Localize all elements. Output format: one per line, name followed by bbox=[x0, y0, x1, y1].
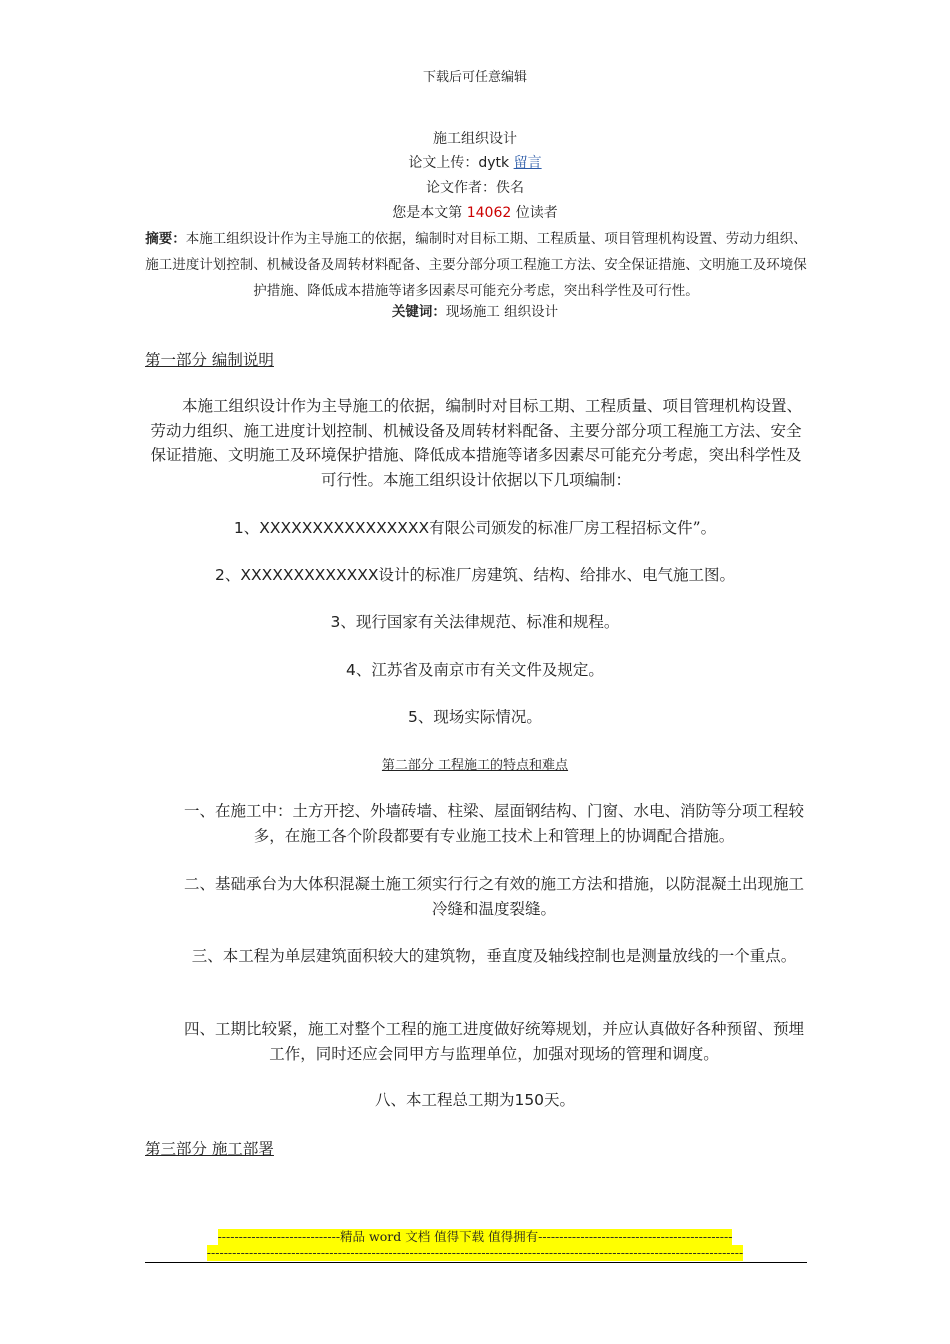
reader-count-line bbox=[0, 202, 950, 222]
basis-item-text: 江苏省及南京市有关文件及规定。 bbox=[371, 661, 604, 679]
basis-item-num: 4、 bbox=[346, 661, 372, 679]
footer-line-2: ------------------------------------------------------------------------------------------------------------------------------- bbox=[206, 1245, 744, 1260]
footer-divider bbox=[145, 1262, 807, 1263]
basis-item-num: 1、 bbox=[233, 519, 260, 537]
part2-title: 第二部分 工程施工的特点和难点 bbox=[381, 758, 569, 773]
basis-item-num: 5、 bbox=[408, 708, 434, 726]
uploader-prefix: 论文上传： bbox=[408, 155, 479, 171]
basis-item-1 bbox=[0, 516, 950, 538]
keywords-label: 关键词： bbox=[391, 304, 446, 320]
part1-title: 第一部分 编制说明 bbox=[145, 351, 274, 369]
difficulty-point-2: 二、基础承台为大体积混凝土施工须实行行之有效的施工方法和措施，以防混凝土出现施工冷缝和温度裂缝。 bbox=[183, 875, 804, 918]
total-duration-days: 150 bbox=[514, 1091, 545, 1109]
basis-item-4 bbox=[0, 658, 950, 680]
basis-item-text: 设计的标准厂房建筑、结构、给排水、电气施工图。 bbox=[378, 566, 735, 584]
uploader-line bbox=[0, 152, 950, 172]
basis-item-num: 3、 bbox=[330, 613, 356, 631]
total-duration-prefix: 八、本工程总工期为 bbox=[374, 1091, 515, 1109]
abstract bbox=[145, 226, 807, 304]
leave-message-link[interactable]: 留言 bbox=[513, 155, 542, 171]
basis-item-text: 有限公司颁发的标准厂房工程招标文件”。 bbox=[429, 519, 717, 537]
reader-suffix: 位读者 bbox=[515, 205, 558, 221]
basis-item-3 bbox=[0, 610, 950, 632]
reader-count: 14062 bbox=[466, 205, 512, 221]
basis-item-text: 现行国家有关法律规范、标准和规程。 bbox=[355, 613, 620, 631]
footer-banner bbox=[0, 1229, 950, 1261]
part3-title: 第三部分 施工部署 bbox=[145, 1140, 274, 1158]
header-note: 下载后可任意编辑 bbox=[422, 70, 527, 85]
basis-item-2 bbox=[0, 563, 950, 585]
part1-intro-text: 本施工组织设计作为主导施工的依据，编制时对目标工期、工程质量、项目管理机构设置、劳动力组织、施工进度计划控制、机械设备及周转材料配备、主要分部分项工程施工方法、安全保证措施、文明施工及环境保护措施、降低成本措施等诸多因素尽可能充分考虑，突出科学性及可行性。本施工组织设计依据以下几项编制： bbox=[150, 397, 802, 489]
author-line: 论文作者：佚名 bbox=[426, 180, 524, 196]
difficulty-point-1: 一、在施工中：土方开挖、外墙砖墙、柱梁、屋面钢结构、门窗、水电、消防等分项工程较多，在施工各个阶段都要有专业施工技术上和管理上的协调配合措施。 bbox=[183, 802, 804, 845]
keywords-text: 现场施工 组织设计 bbox=[445, 304, 559, 320]
abstract-text: 本施工组织设计作为主导施工的依据，编制时对目标工期、工程质量、项目管理机构设置、劳动力组织、施工进度计划控制、机械设备及周转材料配备、主要分部分项工程施工方法、安全保证措施、文明施工及环境保护措施、降低成本措施等诸多因素尽可能充分考虑，突出科学性及可行性。 bbox=[145, 231, 807, 299]
keywords bbox=[0, 300, 950, 320]
basis-item-text: 现场实际情况。 bbox=[433, 708, 542, 726]
basis-item-code: XXXXXXXXXXXXX bbox=[240, 566, 379, 584]
reader-prefix: 您是本文第 bbox=[392, 205, 463, 221]
part1-intro bbox=[145, 394, 807, 492]
basis-item-num: 2、 bbox=[215, 566, 241, 584]
abstract-label: 摘要： bbox=[145, 231, 186, 247]
total-duration-suffix: 天。 bbox=[544, 1091, 576, 1109]
document-title: 施工组织设计 bbox=[433, 131, 517, 147]
difficulty-point-3: 三、本工程为单层建筑面积较大的建筑物，垂直度及轴线控制也是测量放线的一个重点。 bbox=[191, 947, 797, 965]
basis-item-5 bbox=[0, 705, 950, 727]
difficulty-point-4: 四、工期比较紧，施工对整个工程的施工进度做好统筹规划，并应认真做好各种预留、预埋工作，同时还应会同甲方与监理单位，加强对现场的管理和调度。 bbox=[183, 1020, 804, 1063]
uploader-name: dytk bbox=[478, 155, 510, 171]
basis-item-code: XXXXXXXXXXXXXXXX bbox=[259, 519, 430, 537]
footer-line-1: -----------------------------精品 word 文档 值得下载 值得拥有---------------------------------------------- bbox=[217, 1229, 733, 1244]
total-duration bbox=[0, 1088, 950, 1110]
